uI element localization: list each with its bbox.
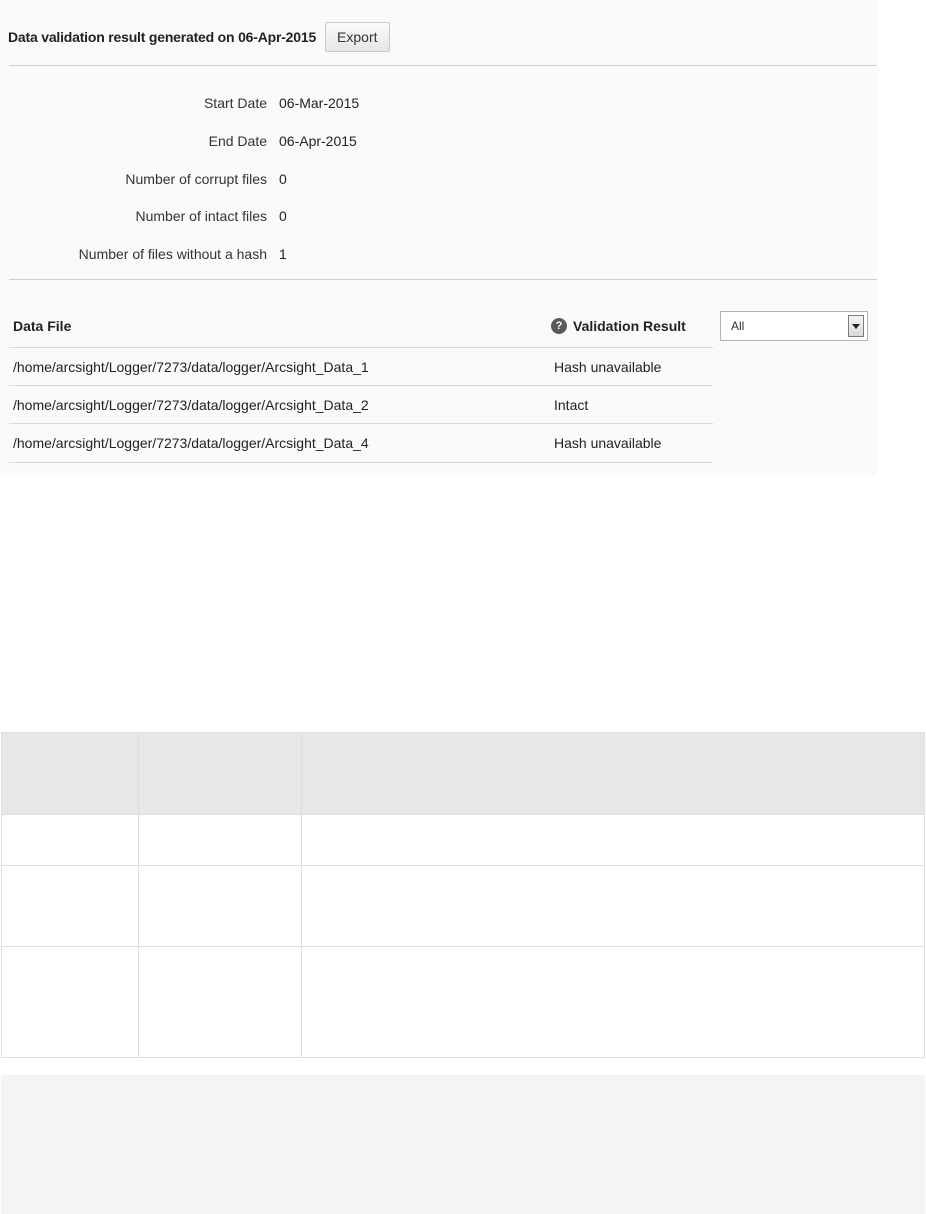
summary-label: Number of intact files xyxy=(135,208,267,224)
column-header-validation-result xyxy=(551,314,686,338)
summary-label: Start Date xyxy=(203,95,267,111)
result-filter-select[interactable] xyxy=(720,311,868,341)
divider xyxy=(9,462,713,463)
validation-result: Intact xyxy=(554,396,589,413)
empty-table-grid xyxy=(1,732,925,1058)
validation-result: Hash unavailable xyxy=(554,358,662,375)
summary-value: 06-Mar-2015 xyxy=(279,95,360,111)
column-header-label: Validation Result xyxy=(573,318,686,334)
page-title: Data validation result generated on 06-Apr-2015 xyxy=(8,29,317,45)
file-path: /home/arcsight/Logger/7273/data/logger/Arcsight_Data_4 xyxy=(13,434,369,451)
summary-value: 06-Apr-2015 xyxy=(279,133,357,149)
grid-header xyxy=(2,733,924,814)
summary-value: 1 xyxy=(279,246,287,262)
table-row xyxy=(9,423,713,461)
grid-line xyxy=(2,814,924,815)
summary-value: 0 xyxy=(279,171,287,187)
file-path: /home/arcsight/Logger/7273/data/logger/Arcsight_Data_2 xyxy=(13,396,369,413)
result-header xyxy=(8,22,390,52)
divider xyxy=(9,279,877,280)
divider xyxy=(9,65,877,66)
validation-result: Hash unavailable xyxy=(554,434,662,451)
file-path: /home/arcsight/Logger/7273/data/logger/Arcsight_Data_1 xyxy=(13,358,369,375)
grid-line xyxy=(138,733,139,1057)
column-header-data-file: Data File xyxy=(13,318,72,334)
summary-row-end-date xyxy=(0,131,357,151)
chevron-down-icon[interactable] xyxy=(848,315,864,337)
footer-panel xyxy=(1,1075,925,1214)
summary-label: End Date xyxy=(208,133,267,149)
summary-row-start-date xyxy=(0,93,359,113)
summary-label: Number of files without a hash xyxy=(78,246,267,262)
validation-result-panel xyxy=(0,0,877,475)
summary-value: 0 xyxy=(279,208,287,224)
table-row xyxy=(9,385,713,423)
export-button[interactable]: Export xyxy=(325,22,389,52)
table-row xyxy=(9,347,713,385)
summary-row-corrupt-files xyxy=(0,169,287,189)
select-value: All xyxy=(731,319,745,333)
grid-line xyxy=(2,946,924,947)
summary-label: Number of corrupt files xyxy=(125,171,267,187)
summary-row-intact-files xyxy=(0,206,287,226)
grid-line xyxy=(301,733,302,1057)
grid-line xyxy=(2,865,924,866)
help-circle-icon[interactable]: ? xyxy=(551,318,567,334)
summary-row-files-without-hash xyxy=(0,244,287,264)
